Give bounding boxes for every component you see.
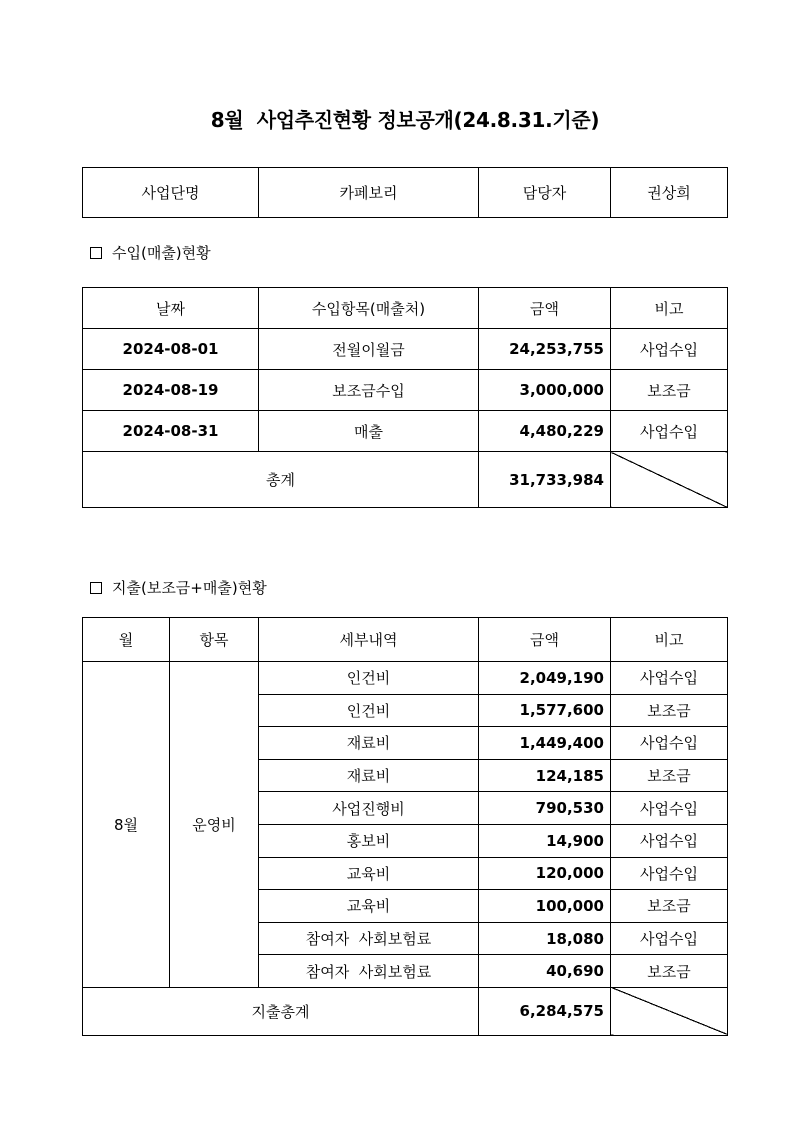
expense-table [82,617,728,1036]
income-table [82,287,728,508]
income-header-item: 수입항목(매출처) [259,288,479,329]
project-info-table [82,167,728,218]
page-title: 8월 사업추진현황 정보공개(24.8.31.기준) [210,108,600,132]
expense-detail: 재료비 [259,727,479,760]
expense-note: 보조금 [611,890,728,923]
expense-header-detail: 세부내역 [259,618,479,662]
expense-total-label: 지출총계 [83,987,479,1035]
income-amount: 4,480,229 [479,411,611,452]
income-header-row [83,288,728,329]
expense-month: 8월 [83,662,170,988]
manager-value: 권상희 [611,168,728,218]
checkbox-square-icon [90,582,102,594]
income-header-amount: 금액 [479,288,611,329]
expense-note: 보조금 [611,759,728,792]
expense-section-title: 지출(보조금+매출)현황 [112,579,267,597]
diagonal-empty-cell [611,987,728,1035]
income-amount: 24,253,755 [479,329,611,370]
income-date: 2024-08-19 [83,370,259,411]
diagonal-empty-cell [611,452,728,508]
expense-amount: 1,577,600 [479,694,611,727]
income-item: 매출 [259,411,479,452]
expense-detail: 인건비 [259,694,479,727]
expense-header-month: 월 [83,618,170,662]
expense-header-note: 비고 [611,618,728,662]
expense-note: 사업수입 [611,662,728,695]
expense-note: 보조금 [611,955,728,988]
expense-detail: 인건비 [259,662,479,695]
income-total-row [83,452,728,508]
expense-amount: 40,690 [479,955,611,988]
project-name-label: 사업단명 [83,168,259,218]
table-row [83,662,728,695]
income-date: 2024-08-01 [83,329,259,370]
income-amount: 3,000,000 [479,370,611,411]
expense-note: 보조금 [611,694,728,727]
expense-category: 운영비 [170,662,259,988]
expense-detail: 사업진행비 [259,792,479,825]
expense-total-amount: 6,284,575 [479,987,611,1035]
expense-amount: 790,530 [479,792,611,825]
income-section-title: 수입(매출)현황 [112,244,211,262]
table-row [83,370,728,411]
expense-header-category: 항목 [170,618,259,662]
expense-total-row [83,987,728,1035]
expense-note: 사업수입 [611,727,728,760]
expense-detail: 홍보비 [259,824,479,857]
expense-detail: 재료비 [259,759,479,792]
expense-header-amount: 금액 [479,618,611,662]
income-section-heading [90,242,211,263]
expense-amount: 124,185 [479,759,611,792]
expense-detail: 교육비 [259,857,479,890]
expense-detail: 참여자 사회보험료 [259,955,479,988]
expense-amount: 120,000 [479,857,611,890]
income-item: 전월이월금 [259,329,479,370]
income-note: 사업수입 [611,329,728,370]
expense-amount: 2,049,190 [479,662,611,695]
expense-detail: 교육비 [259,890,479,923]
expense-note: 사업수입 [611,792,728,825]
expense-amount: 1,449,400 [479,727,611,760]
expense-note: 사업수입 [611,824,728,857]
income-header-note: 비고 [611,288,728,329]
expense-note: 사업수입 [611,922,728,955]
expense-amount: 100,000 [479,890,611,923]
income-item: 보조금수입 [259,370,479,411]
expense-amount: 14,900 [479,824,611,857]
table-row [83,411,728,452]
expense-amount: 18,080 [479,922,611,955]
expense-header-row [83,618,728,662]
income-date: 2024-08-31 [83,411,259,452]
income-header-date: 날짜 [83,288,259,329]
manager-label: 담당자 [479,168,611,218]
expense-detail: 참여자 사회보험료 [259,922,479,955]
expense-section-heading [90,577,267,598]
income-note: 보조금 [611,370,728,411]
table-row [83,329,728,370]
expense-note: 사업수입 [611,857,728,890]
checkbox-square-icon [90,247,102,259]
project-name-value: 카페보리 [259,168,479,218]
income-total-label: 총계 [83,452,479,508]
income-total-amount: 31,733,984 [479,452,611,508]
income-note: 사업수입 [611,411,728,452]
